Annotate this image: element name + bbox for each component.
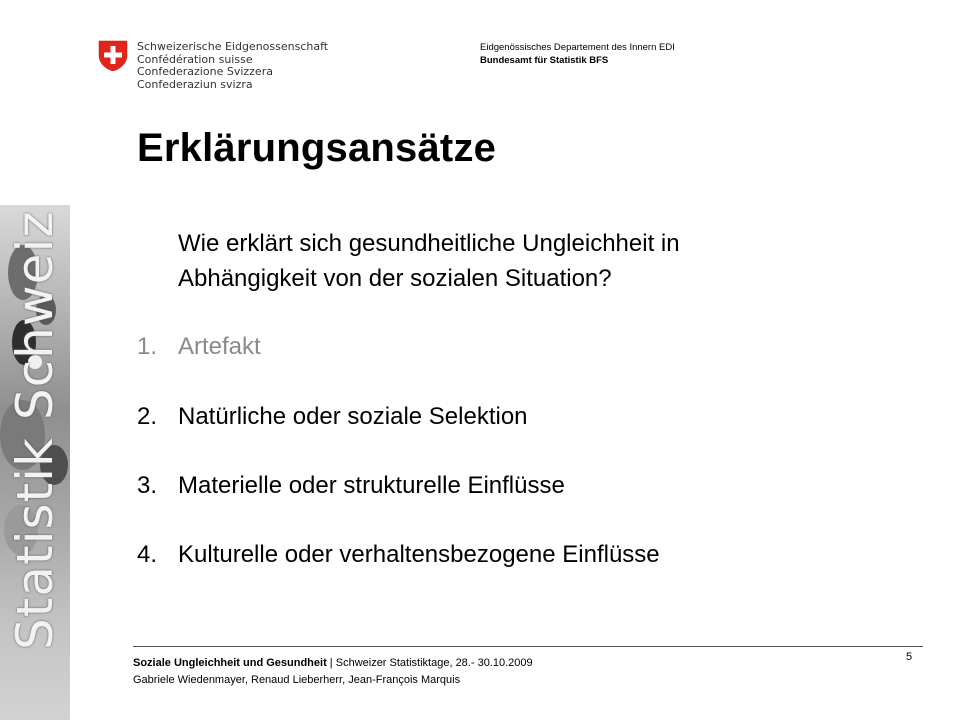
footer-event: Schweizer Statistiktage, 28.- 30.10.2009: [335, 657, 533, 669]
footer-topic-line: [133, 657, 533, 669]
list-item-text: Artefakt: [178, 333, 261, 360]
list-item-text: Kulturelle oder verhaltensbezogene Einflüsse: [178, 541, 660, 568]
org-name-fr: Confédération suisse: [137, 52, 253, 66]
org-name-de: Schweizerische Eidgenossenschaft: [137, 40, 329, 53]
intro-question: [178, 226, 878, 296]
slide-title: Erklärungsansätze: [137, 126, 497, 170]
question-line-2: Abhängigkeit von der sozialen Situation?: [178, 265, 612, 292]
footer-authors: Gabriele Wiedenmayer, Renaud Lieberherr, Jean-François Marquis: [133, 674, 461, 686]
federation-names: [137, 41, 328, 91]
footer-topic: Soziale Ungleichheit und Gesundheit: [133, 657, 327, 669]
swiss-coat-of-arms-icon: [98, 40, 128, 72]
org-name-it: Confederazione Svizzera: [137, 65, 273, 79]
list-item-text: Materielle oder strukturelle Einflüsse: [178, 472, 565, 499]
list-item-number: 4.: [137, 541, 158, 568]
department-name: Eidgenössisches Departement des Innern EDI: [480, 42, 675, 53]
list-item-text: Natürliche oder soziale Selektion: [178, 403, 528, 430]
footer-separator: |: [326, 657, 336, 669]
office-name: Bundesamt für Statistik BFS: [480, 54, 609, 66]
list-item-number: 2.: [137, 403, 158, 430]
page-number: 5: [906, 651, 913, 663]
list-item-number: 1.: [137, 333, 158, 360]
department-block: [480, 42, 675, 67]
list-item-number: 3.: [137, 472, 158, 499]
side-branding-text: Statistik Schweiz: [6, 210, 64, 650]
question-line-1: Wie erklärt sich gesundheitliche Ungleichheit in: [178, 230, 680, 257]
footer-divider: [133, 646, 923, 647]
org-name-rm: Confederaziun svizra: [137, 77, 253, 91]
